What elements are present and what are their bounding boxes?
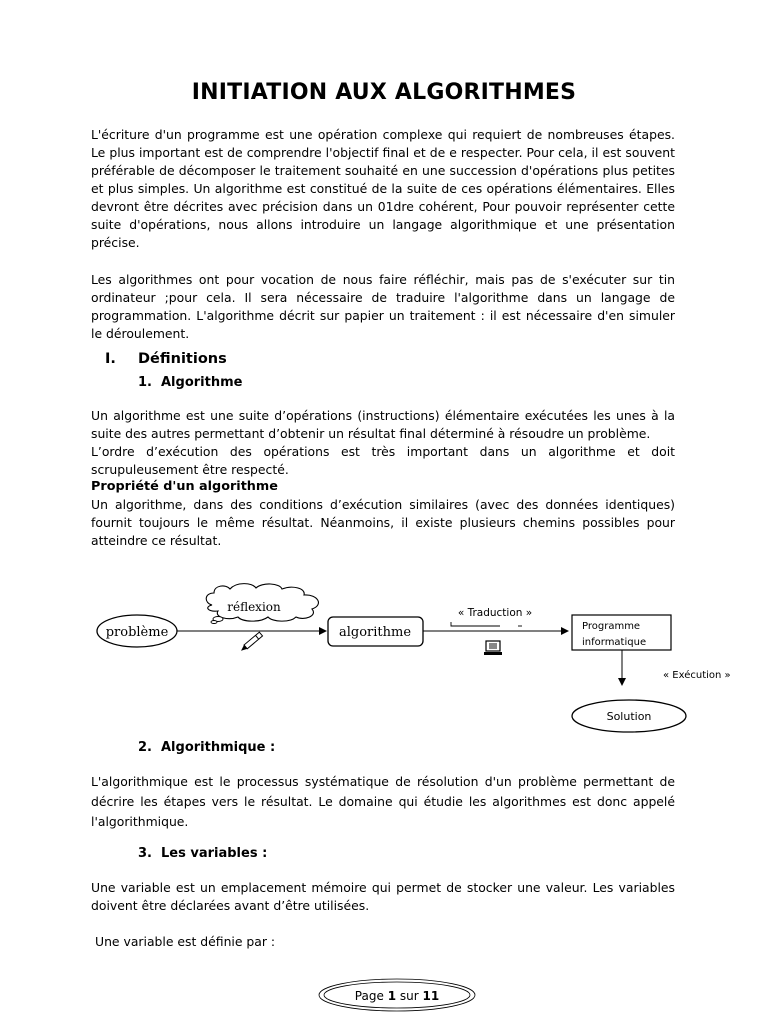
property-heading: Propriété d'un algorithme [91, 479, 278, 494]
subheading-number: 3. [138, 846, 152, 861]
computer-icon [484, 641, 502, 655]
traduction-label: « Traduction » [457, 607, 533, 619]
subheading-number: 1. [138, 375, 152, 390]
subheading-algorithmique [138, 740, 275, 755]
variable-definition-intro: Une variable est définie par : [95, 934, 276, 949]
of-word: sur [399, 989, 419, 1003]
probleme-label: problème [105, 625, 169, 640]
section-number: I. [105, 351, 116, 367]
subheading-number: 2. [138, 740, 152, 755]
execution-label: « Exécution » [663, 670, 731, 681]
algorithme-order-paragraph: L’ordre d’exécution des opérations est très important dans un algorithme et doit scrupuleusement être respecté. [91, 444, 675, 477]
subheading-algorithme [138, 375, 242, 390]
intro-paragraph-1: L'écriture d'un programme est une opération complexe qui requiert de nombreuses étapes. Le plus important est de comprendre l'objectif final et de e respecter. Pour cela, il est souvent préférable de décomposer le traitement souhaité en une succession d'opérations plus petites et plus simples. Un algorithme est constitué de la suite de ces opérations élémentaires. Elles devront être décrites avec précision dans un 01dre cohérent, Pour pouvoir représenter cette suite d'opérations, nous allons introduire un langage algorithmique et une présentation précise. [91, 127, 675, 250]
section-title: Définitions [138, 351, 227, 367]
programme-label-line1: Programme [582, 621, 641, 632]
algorithmique-paragraph: L'algorithmique est le processus systématique de résolution d'un problème permettant de décrire les étapes vers le résultat. Le domaine qui étudie les algorithmes est donc appelé l'algorithmique. [91, 774, 675, 829]
solution-label: Solution [606, 710, 652, 723]
subheading-title: Algorithmique : [161, 740, 276, 755]
algorithm-flow-diagram [0, 575, 768, 745]
page-number-text [355, 989, 439, 1003]
page-word: Page [354, 989, 384, 1003]
intro-paragraph-2: Les algorithmes ont pour vocation de nous faire réfléchir, mais pas de s'exécuter sur tin ordinateur ;pour cela. Il sera nécessaire de traduire l'algorithme dans un langage de programmation. L'algorithme décrit sur papier un traitement : il est nécessaire d'en simuler le déroulement. [91, 272, 675, 341]
subheading-title: Les variables : [161, 846, 268, 861]
reflexion-label: réflexion [227, 600, 281, 614]
property-paragraph: Un algorithme, dans des conditions d’exécution similaires (avec des données identiques) fournit toujours le même résultat. Néanmoins, il existe plusieurs chemins possibles pour atteindre ce résultat. [91, 497, 675, 548]
subheading-title: Algorithme [161, 375, 243, 390]
variables-paragraph: Une variable est un emplacement mémoire qui permet de stocker une valeur. Les variables doivent être déclarées avant d’être utilisées. [91, 880, 675, 913]
programme-label-line2: informatique [582, 637, 647, 648]
subheading-variables [138, 846, 267, 861]
page-total: 11 [422, 989, 440, 1003]
algorithme-label: algorithme [338, 625, 412, 640]
algorithme-definition-paragraph: Un algorithme est une suite d’opérations (instructions) élémentaire exécutées les unes à la suite des autres permettant d’obtenir un résultat final déterminé à résoudre un problème. [91, 408, 675, 441]
pencil-icon [239, 632, 262, 653]
document-title: INITIATION AUX ALGORITHMES [191, 80, 577, 105]
page-current: 1 [387, 989, 397, 1003]
page-number-badge [316, 976, 478, 1016]
section-heading-definitions [105, 351, 227, 367]
